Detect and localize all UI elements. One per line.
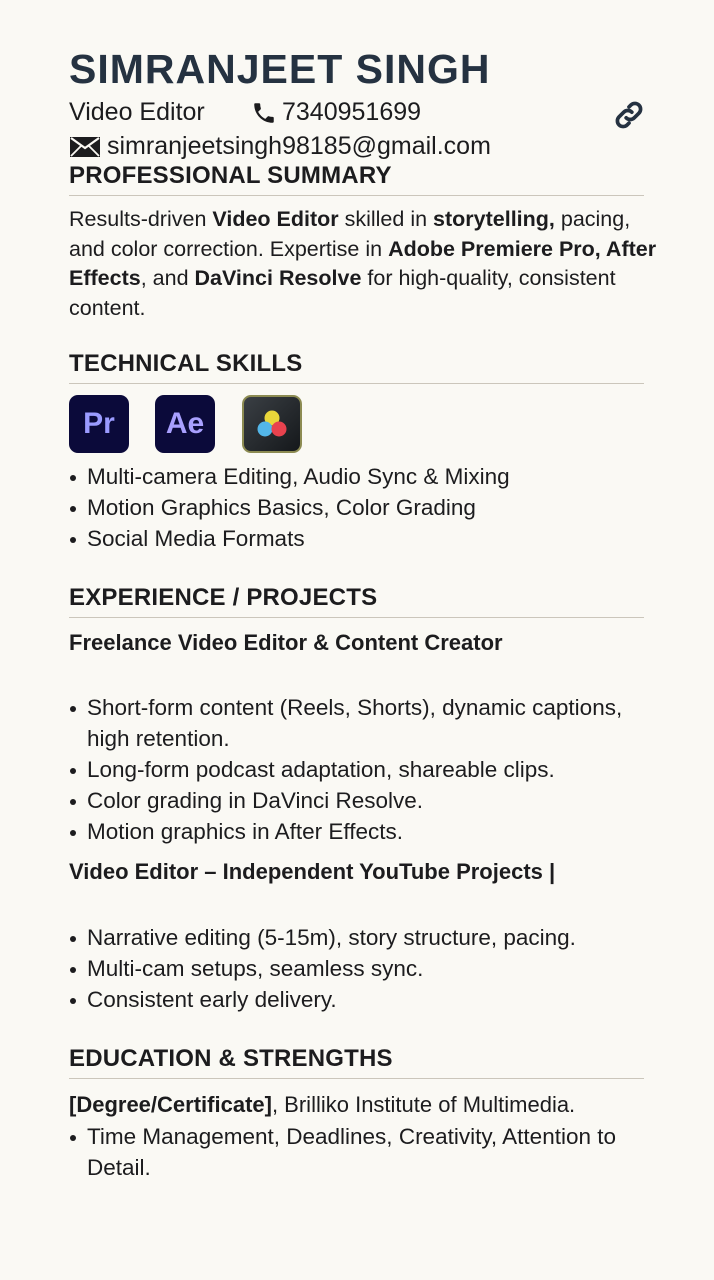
list-item: Narrative editing (5-15m), story structure, pacing. <box>69 922 659 953</box>
list-item: Motion Graphics Basics, Color Grading <box>69 492 659 523</box>
summary-text: Results-driven Video Editor skilled in storytelling, pacing, and color correction. Expertise in Adobe Premiere Pro, After Effects, and DaVinci Resolve for high-quality, consistent content. <box>69 207 657 320</box>
link-icon[interactable] <box>612 98 646 132</box>
education-heading: EDUCATION & STRENGTHS <box>69 1045 393 1072</box>
degree-line: [Degree/Certificate], Brilliko Institute of Multimedia. <box>69 1092 576 1117</box>
phone-contact[interactable] <box>250 98 421 127</box>
summary-divider <box>69 195 644 196</box>
candidate-name: SIMRANJEET SINGH <box>69 46 491 92</box>
list-item: Long-form podcast adaptation, shareable clips. <box>69 754 659 785</box>
email-icon <box>69 136 101 158</box>
phone-icon <box>250 100 278 126</box>
list-item: Social Media Formats <box>69 523 659 554</box>
email-contact[interactable] <box>69 132 491 161</box>
list-item: Color grading in DaVinci Resolve. <box>69 785 659 816</box>
education-divider <box>69 1078 644 1079</box>
job-title: Video Editor – Independent YouTube Projects | <box>69 859 556 884</box>
premiere-pro-icon: Pr <box>69 395 129 453</box>
job-role: Video Editor <box>69 98 205 126</box>
skills-list <box>69 461 659 554</box>
job-title: Freelance Video Editor & Content Creator <box>69 630 503 655</box>
experience-heading: EXPERIENCE / PROJECTS <box>69 584 378 611</box>
list-item: Multi-camera Editing, Audio Sync & Mixing <box>69 461 659 492</box>
list-item: Multi-cam setups, seamless sync. <box>69 953 659 984</box>
email-address: simranjeetsingh98185@gmail.com <box>107 132 491 160</box>
list-item: Consistent early delivery. <box>69 984 659 1015</box>
strengths-list <box>69 1121 659 1183</box>
summary-heading: PROFESSIONAL SUMMARY <box>69 162 392 189</box>
after-effects-icon: Ae <box>155 395 215 453</box>
job-duties-list <box>69 922 659 1015</box>
skills-heading: TECHNICAL SKILLS <box>69 350 303 377</box>
list-item: Motion graphics in After Effects. <box>69 816 659 847</box>
job-duties-list <box>69 692 659 847</box>
skills-divider <box>69 383 644 384</box>
experience-divider <box>69 617 644 618</box>
list-item: Short-form content (Reels, Shorts), dynamic captions, high retention. <box>69 692 659 754</box>
davinci-resolve-icon <box>242 395 302 453</box>
phone-number: 7340951699 <box>282 98 422 126</box>
list-item: Time Management, Deadlines, Creativity, Attention to Detail. <box>69 1121 659 1183</box>
